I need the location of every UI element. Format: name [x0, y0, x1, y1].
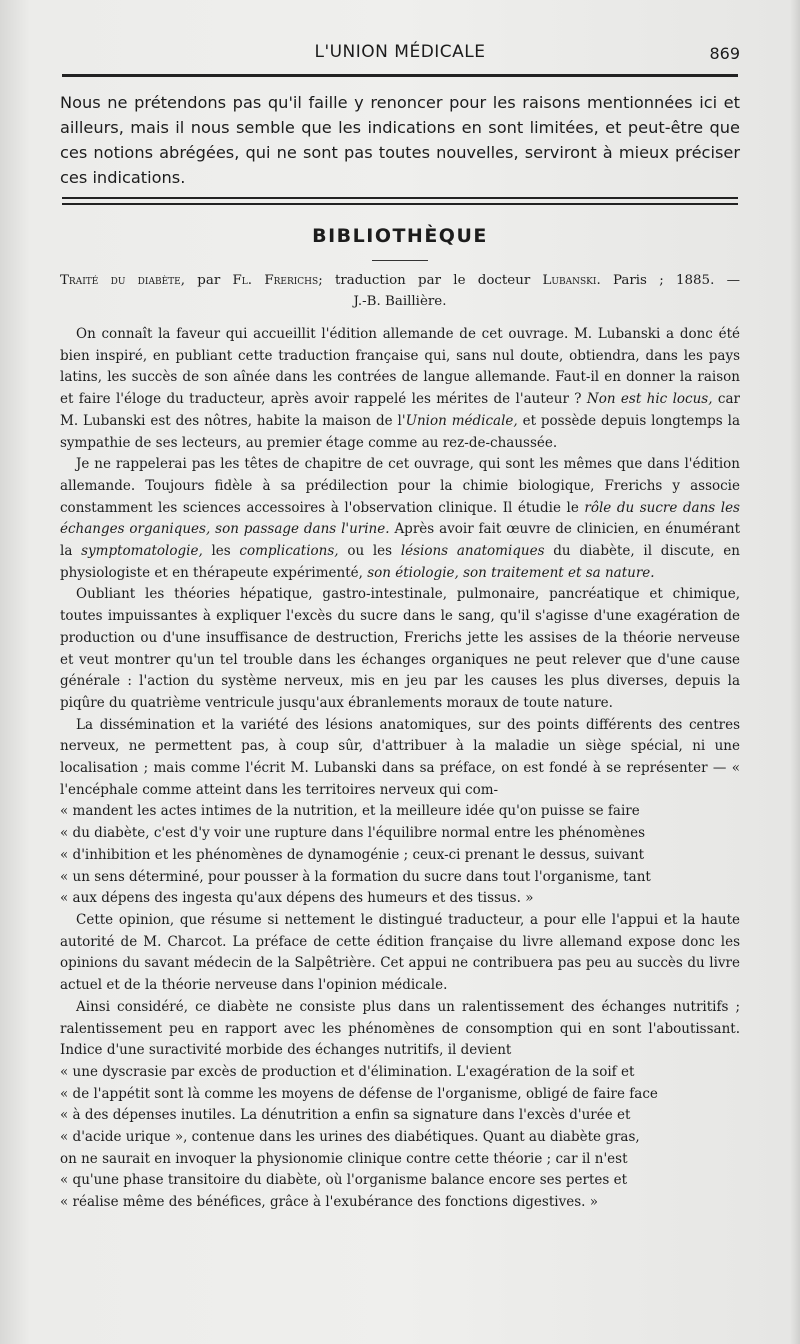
p2-italic-f: complications,: [239, 543, 339, 560]
book-translator: Lubanski: [542, 273, 597, 288]
book-reference: [60, 270, 740, 312]
paragraph-4: La dissémination et la variété des lésions anatomiques, sur des points différents des centres nerveux, ne permettent pas, à coup sûr, d'attribuer à la maladie un siège spécial, ni une localisation ; mais comme l'écrit M. Lubanski dans sa préface, on est fondé à se représenter — « l'encéphale comme atteint dans les territoires nerveux qui com-: [60, 716, 740, 798]
p2-text-c: Après avoir fait œuvre de clinicien, en énumérant la: [60, 521, 741, 560]
paragraph-5: Cette opinion, que résume si nettement le distingué traducteur, a pour elle l'appui et la haute autorité de M. Charcot. La préface de cette édition française du livre allemand expose donc les opinions du savant médecin de la Salpêtrière. Cet appui ne contribuera pas peu au succès du livre actuel et de la théorie nerveuse dans l'opinion médicale.: [60, 911, 740, 994]
p2-text-i: du diabète, il discute, en physiologiste et en thérapeute expérimenté,: [60, 543, 740, 581]
p1-text-c: car M. Lubanski est des nôtres, habite la maison de l': [60, 391, 740, 429]
paragraph-6: Ainsi considéré, ce diabète ne consiste plus dans un ralentissement des échanges nutritifs ; ralentissement peu en rapport avec les phénomènes de consomption qui en sont l'aboutissant. Indice d'une suractivité morbide des échanges nutritifs, il devient: [60, 998, 740, 1059]
review-body: [60, 324, 740, 1214]
page-header: [60, 42, 740, 70]
book-reference-line: [60, 270, 740, 291]
book-title: Traité du diabète,: [60, 273, 185, 288]
p2-text-a: Je ne rappelerai pas les têtes de chapitre de cet ouvrage, qui sont les mêmes que dans l'édition allemande. Toujours fidèle à sa prédilection pour la chimie biologique, Frerichs y associe constamment les sciences accessoires à l'observation clinique. Il étudie le: [60, 456, 740, 516]
book-place-date: . Paris ; 1885. —: [596, 273, 740, 288]
p2-italic-j: son étiologie, son traitement et sa nature.: [367, 564, 655, 581]
paragraph-3: Oubliant les théories hépatique, gastro-intestinale, pulmonaire, pancréatique et chimique, toutes impuissantes à expliquer l'excès du sucre dans le sang, qu'il s'agisse d'une exagération de production ou d'une insuffisance de destruction, Frerichs jette les assises de la théorie nerveuse et veut montrer qu'un tel trouble dans les échanges organiques ne peut relever que d'une cause générale : l'action du système nerveux, mis en jeu par les causes les plus diverses, depuis la piqûre du quatrième ventricule jusqu'aux ébranlements moraux de toute nature.: [60, 586, 740, 711]
heading-underline: [372, 260, 428, 261]
quote-line: « du diabète, c'est d'y voir une rupture dans l'équilibre normal entre les phénomènes: [60, 825, 646, 842]
p2-italic-b: rôle du sucre dans les échanges organiques, son passage dans l'urine.: [60, 499, 740, 538]
paragraph-1: [60, 324, 740, 454]
quote-line: « un sens déterminé, pour pousser à la formation du sucre dans tout l'organisme, tant: [60, 868, 651, 885]
p2-italic-d: symptomatologie,: [81, 543, 203, 560]
quote-line: « qu'une phase transitoire du diabète, où l'organisme balance encore ses pertes et: [60, 1172, 627, 1189]
intro-paragraph: Nous ne prétendons pas qu'il faille y renoncer pour les raisons mentionnées ici et ailleurs, mais il nous semble que les indications en sont limitées, et peut-être que ces notions abrégées, qui ne sont pas toutes nouvelles, serviront à mieux préciser ces indications.: [60, 93, 740, 187]
paragraph-2: [60, 454, 740, 584]
quote-line: « d'inhibition et les phénomènes de dynamogénie ; ceux-ci prenant le dessus, suivant: [60, 846, 645, 863]
quote-line: « une dyscrasie par excès de production et d'élimination. L'exagération de la soif et: [60, 1063, 635, 1080]
header-rule: [62, 74, 738, 77]
p2-italic-h: lésions anatomiques: [400, 543, 545, 560]
running-title: L'UNION MÉDICALE: [314, 42, 486, 62]
quote-line: « à des dépenses inutiles. La dénutrition a enfin sa signature dans l'excès d'urée et: [60, 1107, 631, 1124]
p1-text-e: et possède depuis longtemps la sympathie de ses lecteurs, au premier étage comme au rez-de-chaussée.: [60, 412, 740, 451]
book-author: Fl. Frerichs: [232, 273, 319, 288]
section-divider-top: [62, 197, 738, 199]
quote-line: « de l'appétit sont là comme les moyens de défense de l'organisme, obligé de faire face: [60, 1085, 658, 1102]
quote-line: « aux dépens des ingesta qu'aux dépens des humeurs et des tissus. »: [60, 890, 534, 907]
book-translation: ; traduction par le docteur: [318, 273, 531, 288]
page-number: 869: [709, 44, 740, 63]
quote-line: « mandent les actes intimes de la nutrition, et la meilleure idée qu'on puisse se faire: [60, 803, 640, 820]
p1-latin: Non est hic locus,: [586, 391, 713, 408]
section-divider-bottom: [62, 203, 738, 205]
book-by: par: [197, 273, 221, 288]
quote-line: « réalise même des bénéfices, grâce à l'exubérance des fonctions digestives. »: [60, 1194, 598, 1211]
book-publisher: J.-B. Baillière.: [353, 294, 447, 309]
section-heading: BIBLIOTHÈQUE: [312, 225, 488, 247]
p2-text-g: ou les: [347, 543, 393, 560]
quote-line: « d'acide urique », contenue dans les urines des diabétiques. Quant au diabète gras,: [60, 1129, 640, 1146]
p1-text-a: On connaît la faveur qui accueillit l'édition allemande de cet ouvrage. M. Lubanski a donc été bien inspiré, en publiant cette traduction française qui, sans nul doute, obtiendra, dans les pays latins, les succès de son aînée dans les contrées de langue allemande. Faut-il en donner la raison et faire l'éloge du traducteur, après avoir rappelé les mérites de l'auteur ?: [60, 326, 740, 408]
p2-text-e: les: [211, 543, 231, 560]
paragraph-6-tail: on ne saurait en invoquer la physionomie clinique contre cette théorie ; car il n'est: [60, 1150, 628, 1167]
p1-journal: Union médicale,: [405, 412, 518, 429]
